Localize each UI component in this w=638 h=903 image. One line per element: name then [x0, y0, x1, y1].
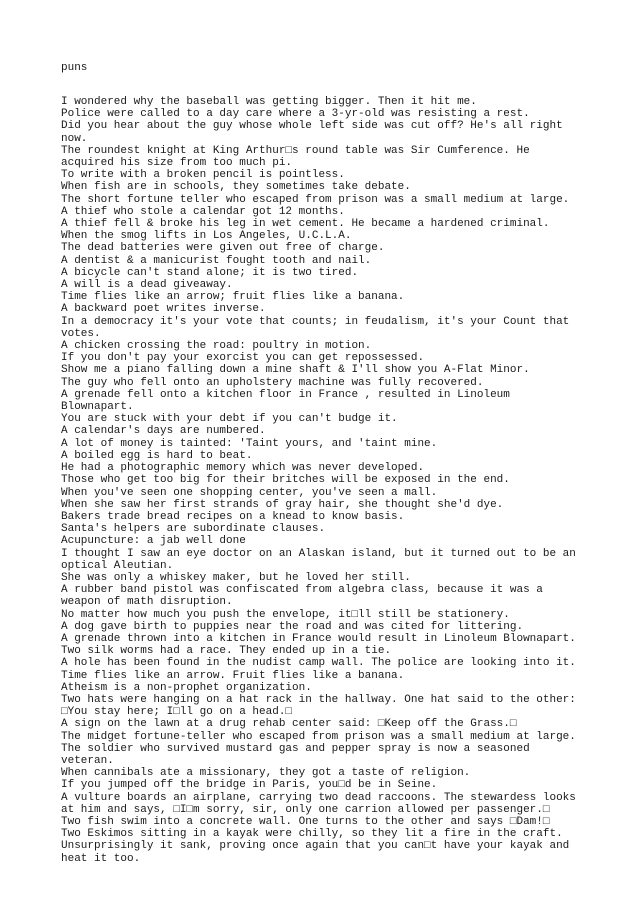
pun-line: You are stuck with your debt if you can't budge it.: [61, 413, 398, 426]
pun-line: In a democracy it's your vote that counts; in feudalism, it's your Count that votes.: [61, 315, 570, 340]
pun-line: Atheism is a non-prophet organization.: [61, 681, 312, 694]
pun-line: When fish are in schools, they sometimes take debate.: [61, 181, 411, 194]
pun-line: Two fish swim into a concrete wall. One turns to the other and says □Dam!□: [61, 815, 550, 828]
pun-line: Show me a piano falling down a mine shaft & I'll show you A-Flat Minor.: [61, 364, 530, 377]
pun-line: The guy who fell onto an upholstery machine was fully recovered.: [61, 376, 484, 389]
pun-line: Two hats were hanging on a hat rack in the hallway. One hat said to the other: □You stay here; I□ll go on a head.□: [61, 693, 576, 719]
pun-line: A lot of money is tainted: 'Taint yours, and 'taint mine.: [61, 437, 438, 450]
pun-line: A grenade thrown into a kitchen in France would result in Linoleum Blownapart.: [61, 632, 576, 645]
pun-line: A dentist & a manicurist fought tooth and nail.: [61, 254, 372, 267]
pun-list: [61, 96, 581, 865]
pun-line: Police were called to a day care where a 3-yr-old was resisting a rest.: [61, 108, 530, 121]
pun-line: No matter how much you push the envelope, it□ll still be stationery.: [61, 608, 510, 621]
pun-line: The roundest knight at King Arthur□s round table was Sir Cumference. He acquired his size from too much pi.: [61, 144, 530, 170]
pun-line: A grenade fell onto a kitchen floor in France , resulted in Linoleum Blownapart.: [61, 388, 510, 414]
pun-line: A sign on the lawn at a drug rehab center said: □Keep off the Grass.□: [61, 718, 517, 731]
pun-line: The short fortune teller who escaped from prison was a small medium at large.: [61, 193, 570, 206]
pun-line: The soldier who survived mustard gas and pepper spray is now a seasoned veteran.: [61, 742, 530, 767]
pun-line: Two Eskimos sitting in a kayak were chilly, so they lit a fire in the craft. Unsurprisingly it sank, proving once again that you can□t have your kayak and heat it too.: [61, 828, 570, 865]
pun-line: Time flies like an arrow; fruit flies like a banana.: [61, 291, 405, 304]
pun-line: Acupuncture: a jab well done: [61, 535, 246, 548]
pun-line: When cannibals ate a missionary, they got a taste of religion.: [61, 767, 471, 780]
pun-line: A hole has been found in the nudist camp wall. The police are looking into it.: [61, 657, 576, 670]
pun-line: A thief fell & broke his leg in wet cement. He became a hardened criminal.: [61, 218, 550, 231]
pun-line: Bakers trade bread recipes on a knead to know basis.: [61, 510, 405, 523]
pun-line: A dog gave birth to puppies near the road and was cited for littering.: [61, 620, 524, 633]
pun-line: A boiled egg is hard to beat.: [61, 449, 253, 462]
pun-line: The dead batteries were given out free of charge.: [61, 242, 385, 255]
pun-line: If you jumped off the bridge in Paris, you□d be in Seine.: [61, 779, 438, 792]
pun-line: A vulture boards an airplane, carrying two dead raccoons. The stewardess looks at him and says, □I□m sorry, sir, only one carrion allowed per passenger.□: [61, 791, 576, 816]
document-title: puns: [61, 62, 88, 74]
pun-line: She was only a whiskey maker, but he loved her still.: [61, 571, 411, 584]
pun-line: When she saw her first strands of gray hair, she thought she'd dye.: [61, 498, 504, 511]
pun-line: If you don't pay your exorcist you can get repossessed.: [61, 352, 425, 365]
pun-line: When the smog lifts in Los Angeles, U.C.L.A.: [61, 230, 352, 243]
pun-line: He had a photographic memory which was never developed.: [61, 462, 425, 475]
pun-line: A calendar's days are numbered.: [61, 425, 266, 438]
pun-line: A rubber band pistol was confiscated from algebra class, because it was a weapon of math disruption.: [61, 584, 543, 609]
pun-line: A bicycle can't stand alone; it is two tired.: [61, 266, 359, 279]
pun-line: A will is a dead giveaway.: [61, 279, 233, 292]
pun-line: A thief who stole a calendar got 12 months.: [61, 205, 345, 218]
pun-line: Time flies like an arrow. Fruit flies like a banana.: [61, 669, 405, 682]
pun-line: To write with a broken pencil is pointless.: [61, 169, 345, 182]
pun-line: Those who get too big for their britches will be exposed in the end.: [61, 474, 510, 487]
pun-line: Two silk worms had a race. They ended up in a tie.: [61, 645, 392, 658]
pun-line: Did you hear about the guy whose whole left side was cut off? He's all right now.: [61, 120, 563, 145]
pun-line: When you've seen one shopping center, you've seen a mall.: [61, 486, 438, 499]
pun-line: A backward poet writes inverse.: [61, 303, 266, 316]
pun-line: The midget fortune-teller who escaped from prison was a small medium at large.: [61, 730, 576, 743]
pun-line: A chicken crossing the road: poultry in motion.: [61, 340, 372, 353]
pun-line: I wondered why the baseball was getting bigger. Then it hit me.: [61, 96, 477, 108]
pun-line: Santa's helpers are subordinate clauses.: [61, 523, 326, 536]
pun-line: I thought I saw an eye doctor on an Alaskan island, but it turned out to be an optical Aleutian.: [61, 547, 576, 572]
